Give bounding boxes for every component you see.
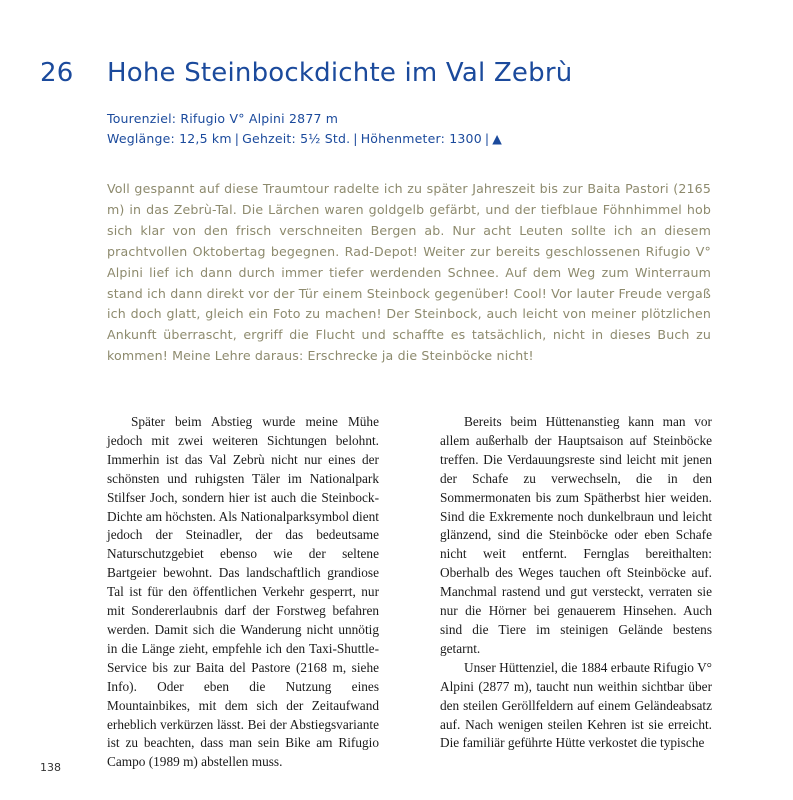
body-column-right: [440, 413, 712, 753]
separator: |: [234, 131, 240, 146]
tour-info: [107, 109, 502, 149]
intro-paragraph: Voll gespannt auf diese Traumtour radelte ich zu später Jahreszeit bis zur Baita Pastori (2165 m) in das Zebrù-Tal. Die Lärchen waren goldgelb gefärbt, und der tiefblaue Föhnhimmel hob sich klar von den frisch verschneiten Bergen ab. Nur acht Leuten sollte ich an diesem prachtvollen Oktobertag begegnen. Rad-Depot! Weiter zur bereits geschlossenen Rifugio V° Alpini lief ich dann durch immer tiefer werdenden Schnee. Auf dem Weg zum Winterraum stand ich dann direkt vor der Tür einem Steinbock gegenüber! Cool! Vor lauter Freude vergaß ich doch glatt, gleich ein Foto zu machen! Der Steinbock, auch leicht von meiner plötzlichen Ankunft überrascht, ergriff die Flucht und schaffte es tatsächlich, nicht in dieses Buch zu kommen! Meine Lehre daraus: Erschrecke ja die Steinböcke nicht!: [107, 181, 711, 364]
tour-elevation: Höhenmeter: 1300: [360, 131, 482, 146]
tour-length: Weglänge: 12,5 km: [107, 131, 232, 146]
body-paragraph: Unser Hüttenziel, die 1884 erbaute Rifugio V° Alpini (2877 m), taucht nun weithin sichtbar über den steilen Geröllfeldern auf einem Geländeabsatz auf. Nach wenigen steilen Kehren ist sie erreicht. Die familiär geführte Hütte verkostet die typische: [440, 659, 712, 751]
tour-stats: [107, 129, 502, 149]
body-column-left: [107, 413, 379, 772]
separator: |: [353, 131, 358, 146]
chapter-number: 26: [40, 58, 74, 88]
page-number: 138: [40, 761, 61, 774]
intro-text: [107, 179, 711, 367]
chapter-title: Hohe Steinbockdichte im Val Zebrù: [107, 58, 573, 88]
separator: |: [484, 131, 490, 146]
difficulty-triangle-icon: ▲: [492, 131, 503, 146]
body-paragraph: Später beim Abstieg wurde meine Mühe jedoch mit zwei weiteren Sichtungen belohnt. Immerhin ist das Val Zebrù nicht nur eines der schönsten und ruhigsten Täler im Nationalpark Stilfser Joch, sondern hier ist auch die Steinbock-Dichte am höchsten. Als Nationalparksymbol dient jedoch der Steinadler, der das bedeutsame Naturschutzgebiet ebenso wie der seltene Bartgeier bewohnt. Das landschaftlich grandiose Tal ist für den öffentlichen Verkehr gesperrt, nur mit Sondererlaubnis darf der Forstweg befahren werden. Damit sich die Wanderung nicht unnötig in die Länge zieht, empfehle ich den Taxi-Shuttle-Service bis zur Baita del Pastore (2168 m, siehe Info). Oder eben die Nutzung eines Mountainbikes, mit dem sich der Zeitaufwand erheblich verkürzen lässt. Bei der Abstiegsvariante ist zu beachten, dass man sein Bike am Rifugio Campo (1989 m) abstellen muss.: [107, 414, 379, 770]
tour-goal: Tourenziel: Rifugio V° Alpini 2877 m: [107, 111, 339, 126]
tour-duration: Gehzeit: 5½ Std.: [242, 131, 351, 146]
body-paragraph: Bereits beim Hüttenanstieg kann man vor allem außerhalb der Hauptsaison auf Steinböcke treffen. Die Verdauungsreste sind leicht mit jenen der Schafe zu verwechseln, die in den Sommermonaten bis zum Spätherbst hier weiden. Sind die Exkremente noch dunkelbraun und leicht glänzend, sind die Steinböcke oder eben Schafe nicht weit entfernt. Fernglas bereithalten: Oberhalb des Weges tauchen oft Steinböcke auf. Manchmal rastend und gut versteckt, verraten sie nur die Hörner bei genauerem Hinsehen. Auch sind die Tiere im steinigen Gelände bestens getarnt.: [440, 414, 712, 656]
chapter-heading: [40, 58, 572, 88]
